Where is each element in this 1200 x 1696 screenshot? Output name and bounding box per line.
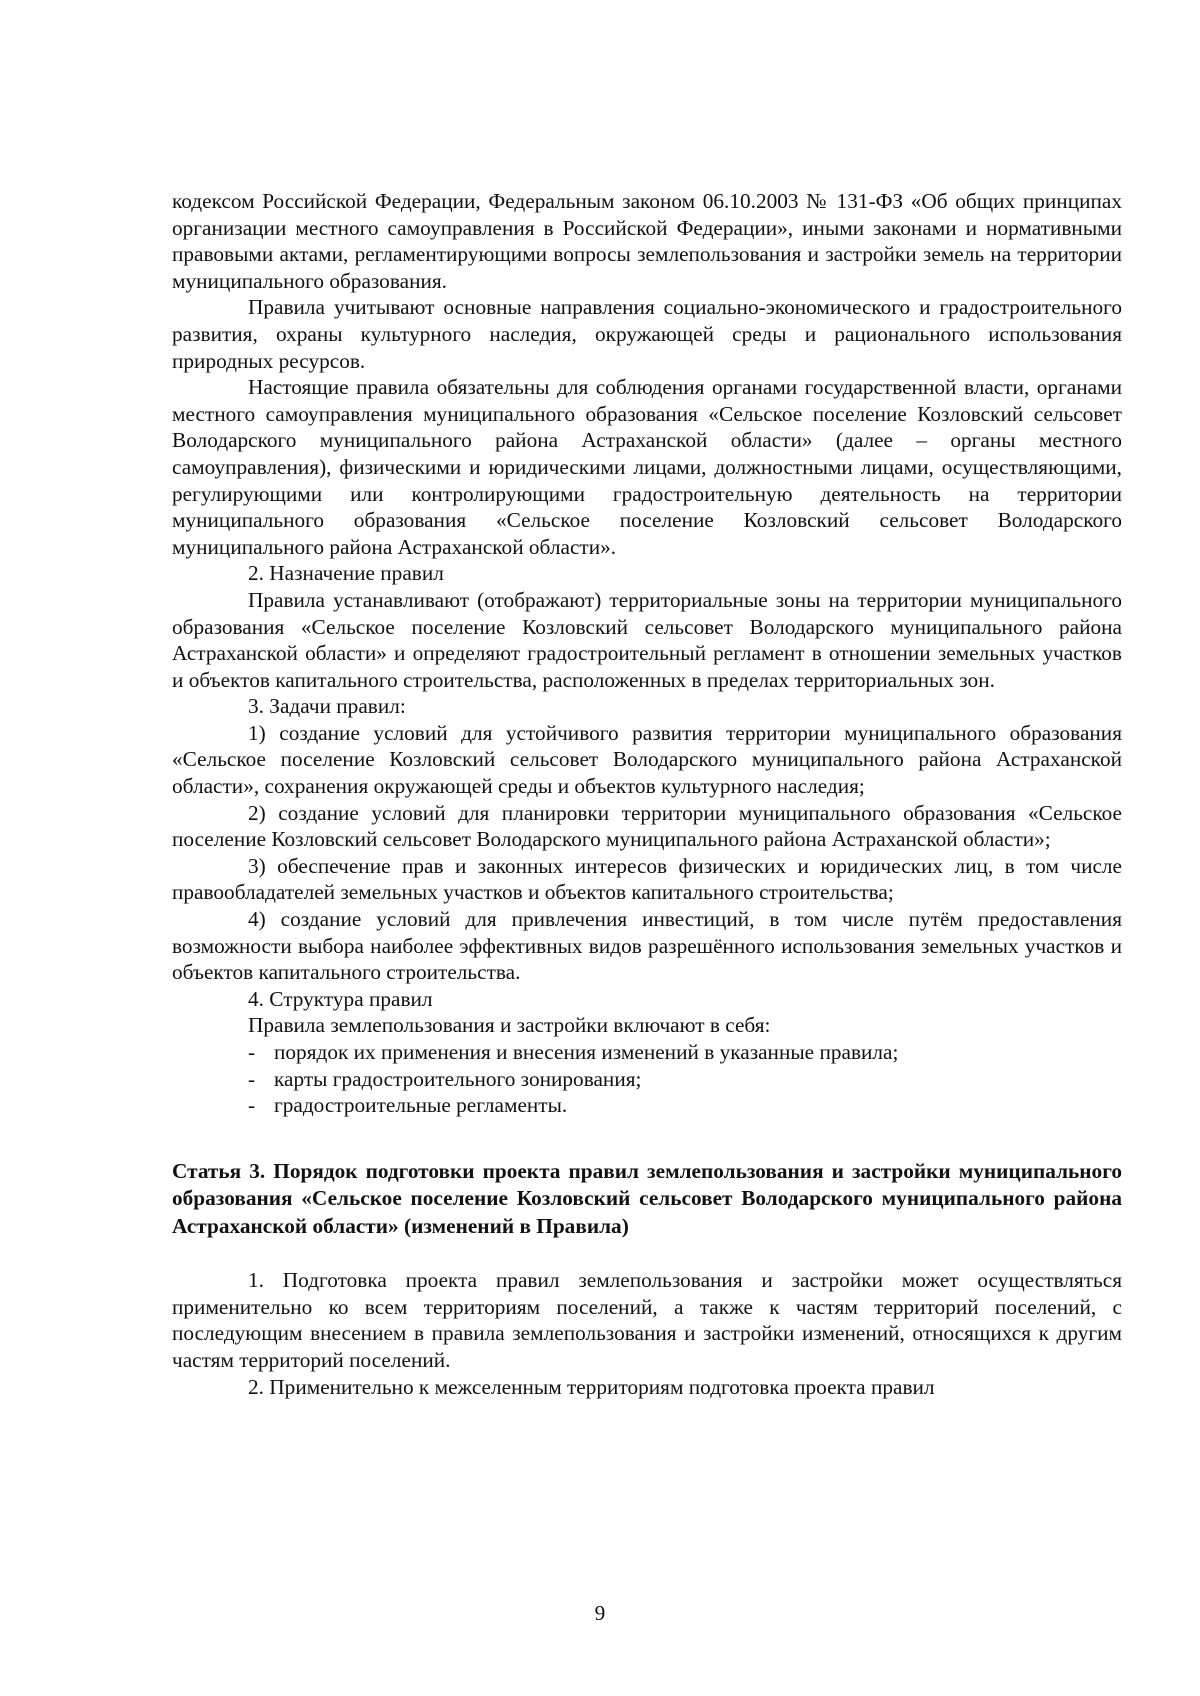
section-4-list bbox=[172, 1039, 1122, 1119]
section-3-item-2: 2) создание условий для планировки территории муниципального образования «Сельское поселение Козловский сельсовет Володарского муниципального района Астраханской области»; bbox=[172, 800, 1122, 852]
section-3-item-4: 4) создание условий для привлечения инвестиций, в том числе путём предоставления возможности выбора наиболее эффективных видов разрешённого использования земельных участков и объектов капитального строительства. bbox=[172, 907, 1122, 985]
paragraph-rules-mandatory: Настоящие правила обязательны для соблюдения органами государственной власти, органами местного самоуправления муниципального образования «Сельское поселение Козловский сельсовет Володарского муниципального района Астраханской области» (далее – органы местного самоуправления), физическими и юридическими лицами, должностными лицами, осуществляющими, регулирующими или контролирующими градостроительную деятельность на территории муниципального образования «Сельское поселение Козловский сельсовет Володарского муниципального района Астраханской области». bbox=[172, 375, 1122, 559]
page-number: 9 bbox=[594, 1601, 606, 1625]
section-2-title: 2. Назначение правил bbox=[248, 561, 444, 586]
section-4-title: 4. Структура правил bbox=[248, 986, 433, 1011]
paragraph-rules-consider: Правила учитывают основные направления социально-экономического и градостроительного развития, охраны культурного наследия, окружающей среды и рационального использования природных ресурсов. bbox=[172, 295, 1122, 373]
section-3-title: 3. Задачи правил: bbox=[248, 694, 406, 719]
list-item: - карты градостроительного зонирования; bbox=[248, 1066, 1122, 1093]
document-page bbox=[172, 188, 1122, 1400]
list-item: - порядок их применения и внесения изменений в указанные правила; bbox=[248, 1039, 1122, 1066]
list-item: - градостроительные регламенты. bbox=[248, 1092, 1122, 1119]
section-3-item-3: 3) обеспечение прав и законных интересов физических и юридических лиц, в том числе правообладателей земельных участков и объектов капитального строительства; bbox=[172, 853, 1122, 905]
section-2-text: Правила устанавливают (отображают) территориальные зоны на территории муниципального образования «Сельское поселение Козловский сельсовет Володарского муниципального района Астраханской области» и определяют градостроительный регламент в отношении земельных участков и объектов капитального строительства, расположенных в пределах территориальных зон. bbox=[172, 587, 1122, 692]
article-3-paragraph-2: 2. Применительно к межселенным территориям подготовка проекта правил bbox=[248, 1374, 935, 1399]
section-4-intro: Правила землепользования и застройки включают в себя: bbox=[248, 1013, 771, 1038]
article-3-heading: Статья 3. Порядок подготовки проекта правил землепользования и застройки муниципального образования «Сельское поселение Козловский сельсовет Володарского муниципального района Астраханской области» (изменений в Правила) bbox=[172, 1158, 1122, 1238]
paragraph-intro-continuation: кодексом Российской Федерации, Федеральным законом 06.10.2003 № 131-ФЗ «Об общих принципах организации местного самоуправления в Российской Федерации», иными законами и нормативными правовыми актами, регламентирующими вопросы землепользования и застройки земель на территории муниципального образования. bbox=[172, 189, 1122, 293]
article-3-paragraph-1: 1. Подготовка проекта правил землепользования и застройки может осуществляться применительно ко всем территориям поселений, а также к частям территорий поселений, с последующим внесением в правила землепользования и застройки изменений, относящихся к другим частям территорий поселений. bbox=[172, 1268, 1122, 1373]
section-3-item-1: 1) создание условий для устойчивого развития территории муниципального образования «Сельское поселение Козловский сельсовет Володарского муниципального района Астраханской области», сохранения окружающей среды и объектов культурного наследия; bbox=[172, 720, 1122, 799]
